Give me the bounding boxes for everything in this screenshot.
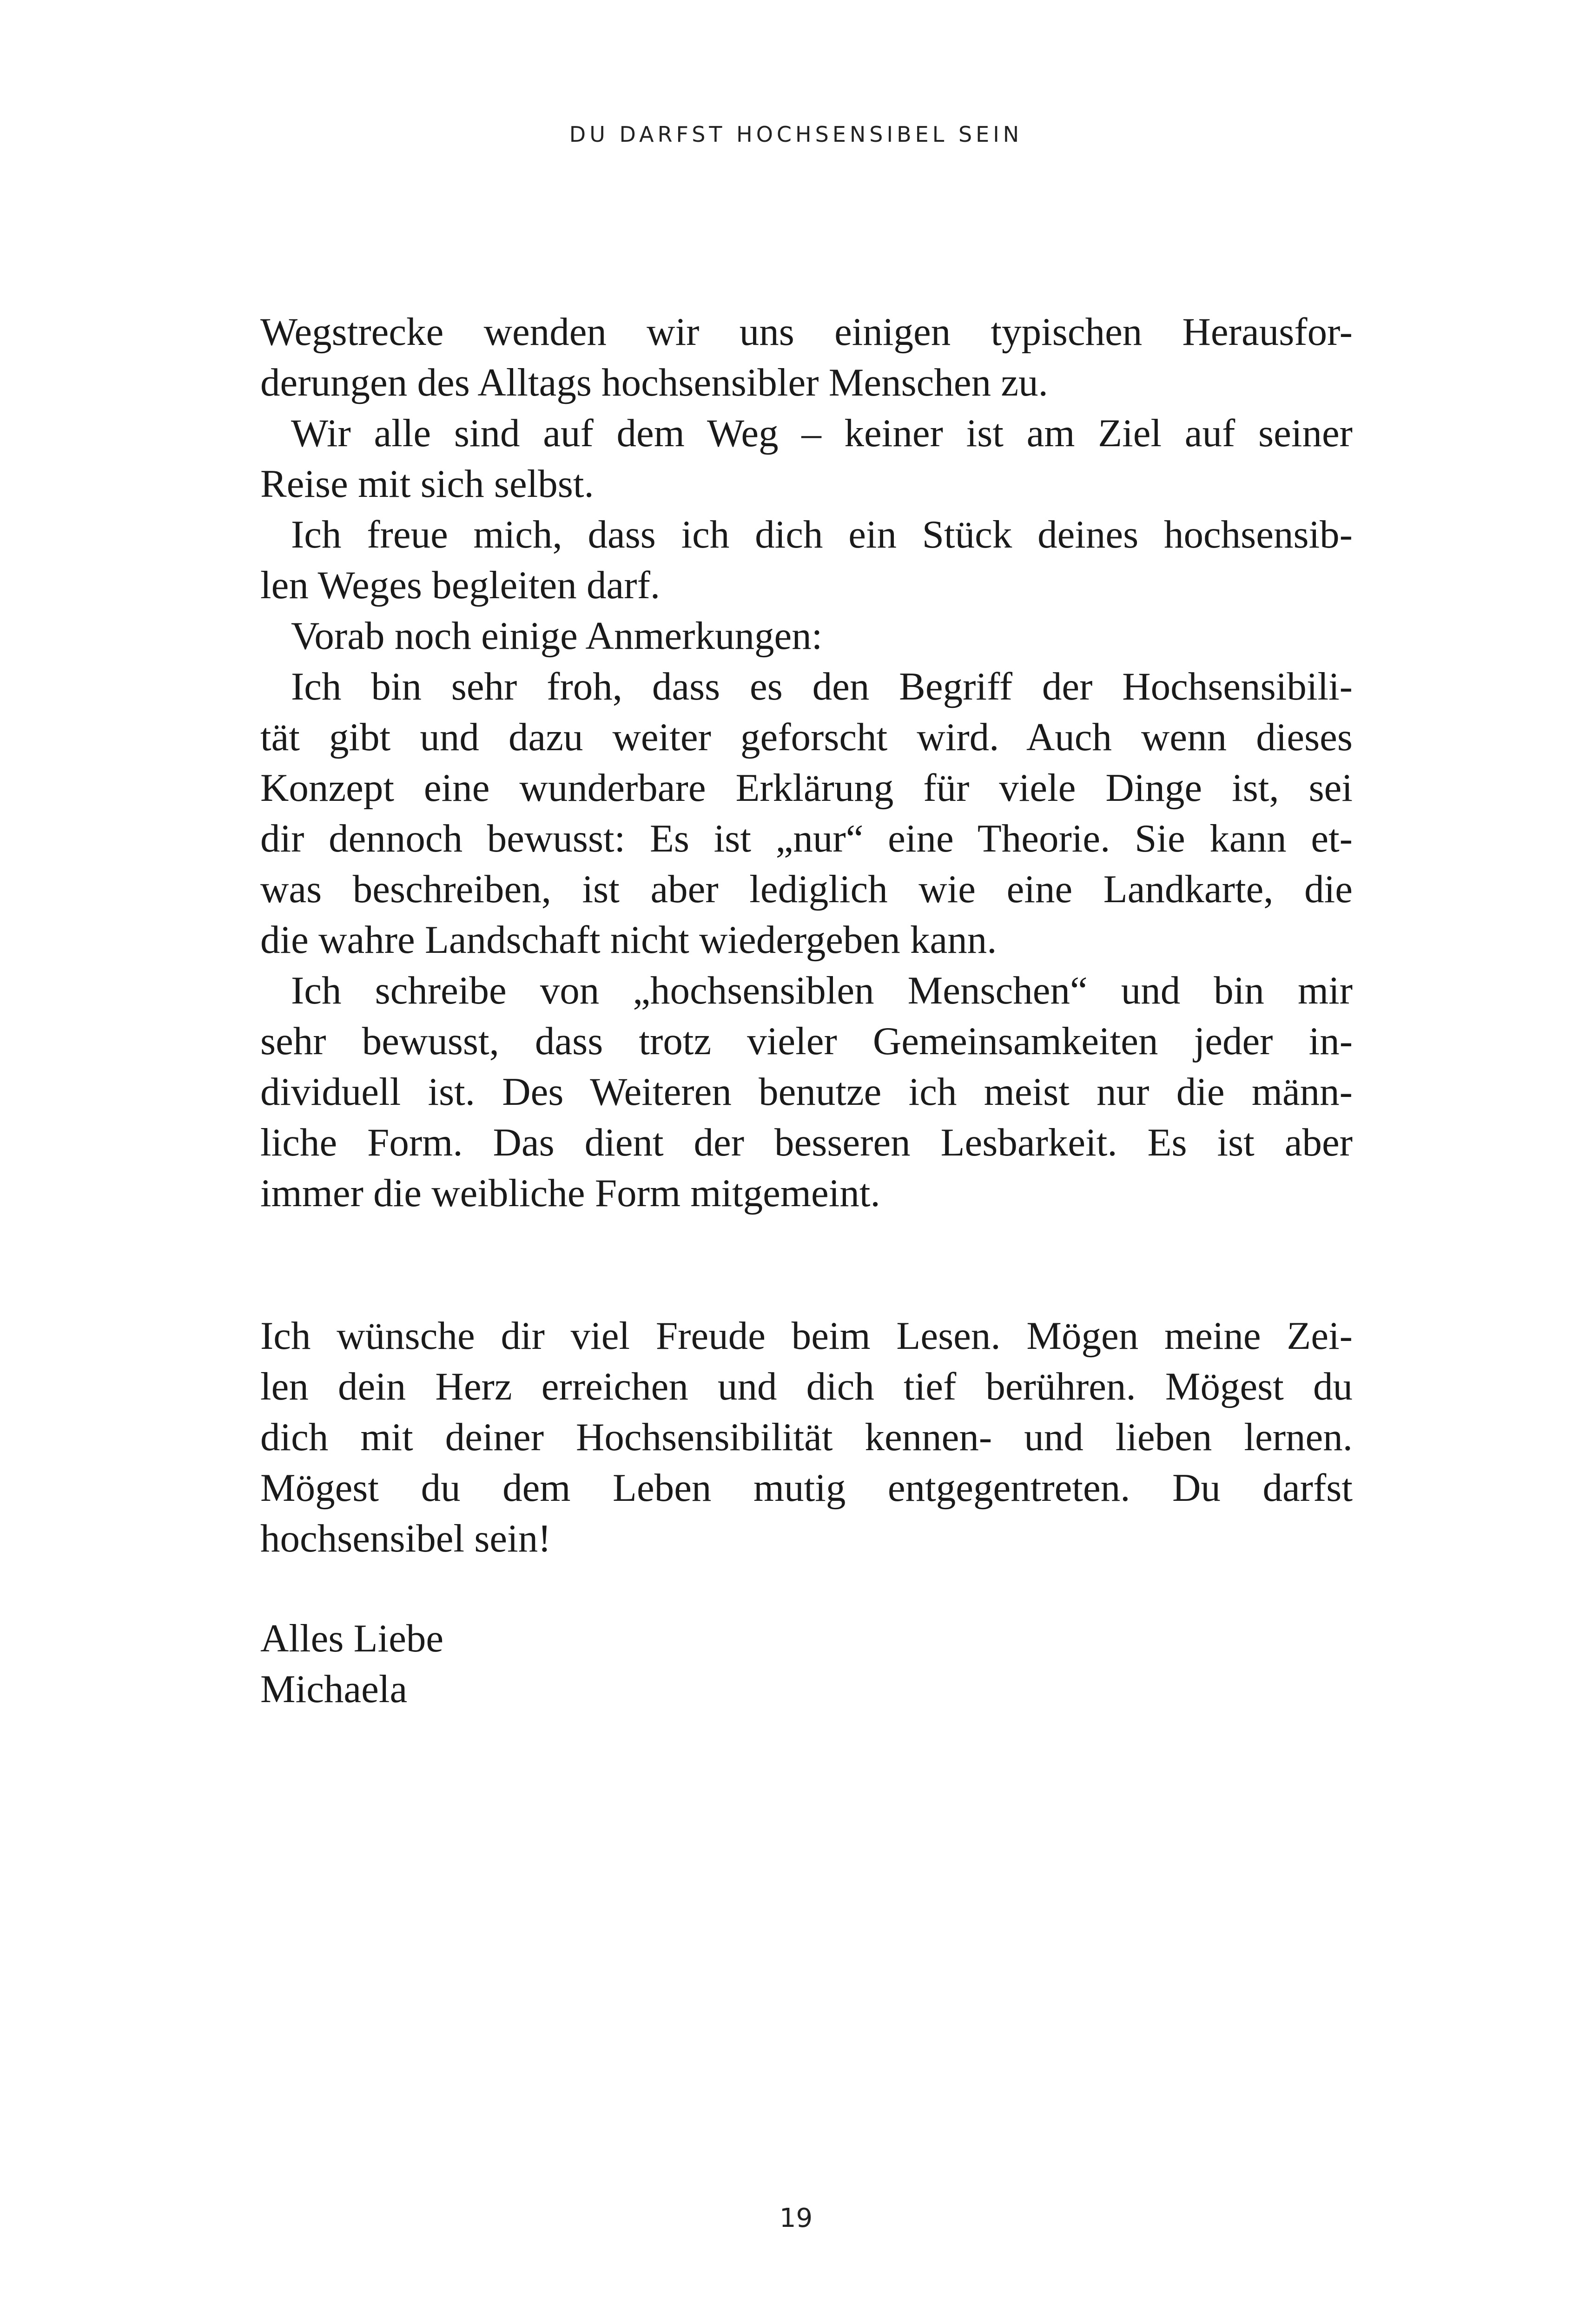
signature: Michaela xyxy=(260,1667,408,1711)
running-header: DU DARFST HOCHSENSIBEL SEIN xyxy=(569,122,1023,147)
text-line: liche Form. Das dient der besseren Lesbarkeit. Es ist aber xyxy=(260,1121,1353,1164)
text-line: len dein Herz erreichen und dich tief berühren. Mögest du xyxy=(260,1365,1353,1408)
text-line: Mögest du dem Leben mutig entgegentreten. Du darfst xyxy=(260,1466,1353,1510)
text-line: hochsensibel sein! xyxy=(260,1517,551,1560)
page-number: 19 xyxy=(779,2203,813,2233)
text-line: die wahre Landschaft nicht wiedergeben kann. xyxy=(260,918,997,962)
text-line: was beschreiben, ist aber lediglich wie eine Landkarte, die xyxy=(260,867,1353,911)
text-line: Vorab noch einige Anmerkungen: xyxy=(291,614,823,658)
text-line: derungen des Alltags hochsensibler Menschen zu. xyxy=(260,361,1048,404)
body-text-block-2 xyxy=(260,1311,1353,1564)
text-line: Ich freue mich, dass ich dich ein Stück deines hochsensib- xyxy=(291,513,1353,556)
text-line: sehr bewusst, dass trotz vieler Gemeinsamkeiten jeder in- xyxy=(260,1019,1353,1063)
text-line: Ich schreibe von „hochsensiblen Menschen“ und bin mir xyxy=(291,969,1353,1012)
closing-block xyxy=(260,1613,1353,1715)
text-line: Konzept eine wunderbare Erklärung für viele Dinge ist, sei xyxy=(260,766,1353,810)
text-line: tät gibt und dazu weiter geforscht wird. Auch wenn dieses xyxy=(260,715,1353,759)
body-text-block-1 xyxy=(260,307,1353,1219)
closing-greeting: Alles Liebe xyxy=(260,1617,444,1660)
text-line: dich mit deiner Hochsensibilität kennen- und lieben lernen. xyxy=(260,1415,1353,1459)
text-line: immer die weibliche Form mitgemeint. xyxy=(260,1171,880,1215)
text-line: dividuell ist. Des Weiteren benutze ich meist nur die männ- xyxy=(260,1070,1353,1114)
text-line: Reise mit sich selbst. xyxy=(260,462,594,506)
text-line: len Weges begleiten darf. xyxy=(260,563,661,607)
text-line: Wegstrecke wenden wir uns einigen typischen Herausfor- xyxy=(260,310,1353,354)
text-line: Ich wünsche dir viel Freude beim Lesen. Mögen meine Zei- xyxy=(260,1314,1353,1358)
text-line: dir dennoch bewusst: Es ist „nur“ eine Theorie. Sie kann et- xyxy=(260,817,1353,860)
text-line: Wir alle sind auf dem Weg – keiner ist am Ziel auf seiner xyxy=(291,411,1353,455)
text-line: Ich bin sehr froh, dass es den Begriff der Hochsensibili- xyxy=(291,665,1353,708)
